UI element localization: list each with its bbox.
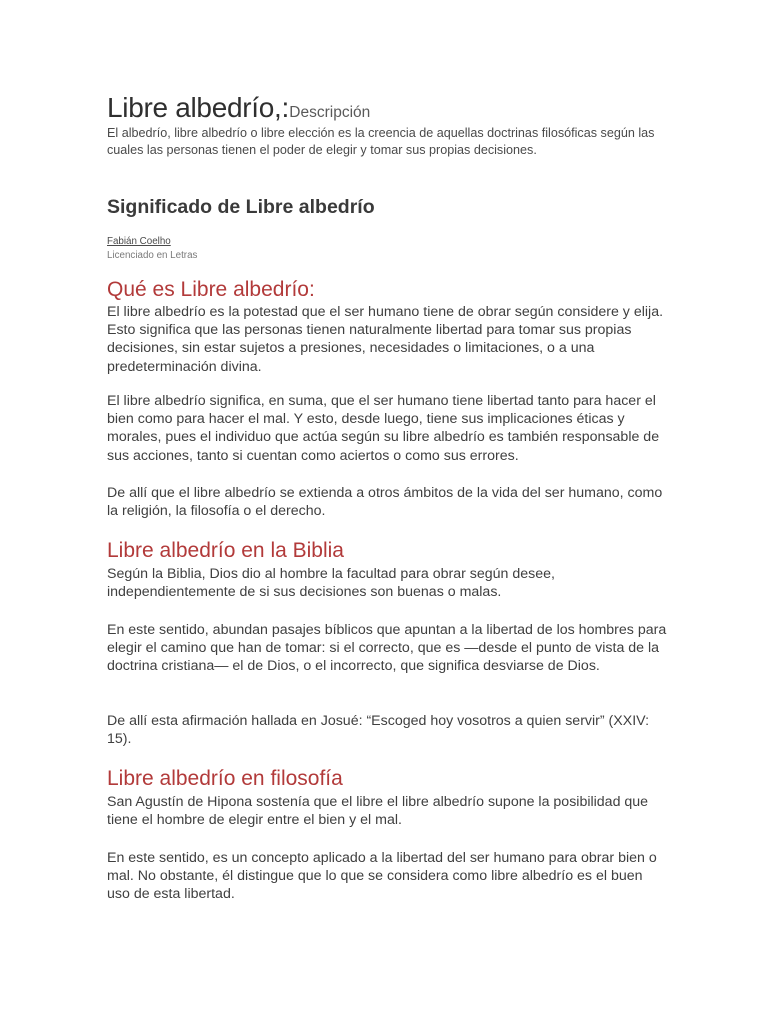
section-paragraph: San Agustín de Hipona sostenía que el libre el libre albedrío supone la posibilidad que tiene el hombre de elegir entre el bien y el mal. bbox=[107, 794, 649, 829]
intro-paragraph: El albedrío, libre albedrío o libre elección es la creencia de aquellas doctrinas filosóficas según las cuales las personas tienen el poder de elegir y tomar sus propias decisiones. bbox=[107, 126, 655, 157]
section-paragraph: En este sentido, es un concepto aplicado a la libertad del ser humano para obrar bien o mal. No obstante, él distingue que lo que se considera como libre albedrío es el buen uso de esta libertad. bbox=[107, 850, 657, 903]
section-paragraph: El libre albedrío significa, en suma, que el ser humano tiene libertad tanto para hacer el bien como para hacer el mal. Y esto, desde luego, tiene sus implicaciones éticas y morales, pues el individuo que actúa según su libre albedrío es también responsable de sus acciones, tanto si cuentan como aciertos o como sus errores. bbox=[107, 393, 660, 464]
section-paragraph: En este sentido, abundan pasajes bíblicos que apuntan a la libertad de los hombres para elegir el camino que han de tomar: si el correcto, que es —desde el punto de vista de la doctrina cristiana— el de Dios, o el incorrecto, que significa desviarse de Dios. bbox=[107, 622, 667, 675]
section-heading: Libre albedrío en filosofía bbox=[107, 767, 343, 790]
article-title: Significado de Libre albedrío bbox=[107, 196, 375, 218]
title-separator: : bbox=[281, 92, 290, 123]
document-title: Libre albedrío, bbox=[107, 92, 282, 123]
section-paragraph: Según la Biblia, Dios dio al hombre la facultad para obrar según desee, independientemente de si sus decisiones son buenas o malas. bbox=[107, 566, 555, 601]
description-label: Descripción bbox=[289, 104, 371, 121]
section-paragraph: De allí esta afirmación hallada en Josué: “Escoged hoy vosotros a quien servir” (XXIV: 15). bbox=[107, 713, 650, 748]
section-paragraph: De allí que el libre albedrío se extienda a otros ámbitos de la vida del ser humano, como la religión, la filosofía o el derecho. bbox=[107, 485, 663, 520]
section-heading: Qué es Libre albedrío: bbox=[107, 278, 315, 301]
author-role: Licenciado en Letras bbox=[107, 250, 198, 261]
section-heading: Libre albedrío en la Biblia bbox=[107, 539, 344, 562]
section-paragraph: El libre albedrío es la potestad que el ser humano tiene de obrar según considere y elija. Esto significa que las personas tienen naturalmente libertad para tomar sus propias decisiones, sin estar sujetos a presiones, necesidades o limitaciones, o a una predeterminación divina. bbox=[107, 304, 664, 375]
document-title-row bbox=[107, 92, 370, 124]
author-link[interactable]: Fabián Coelho bbox=[107, 236, 171, 247]
